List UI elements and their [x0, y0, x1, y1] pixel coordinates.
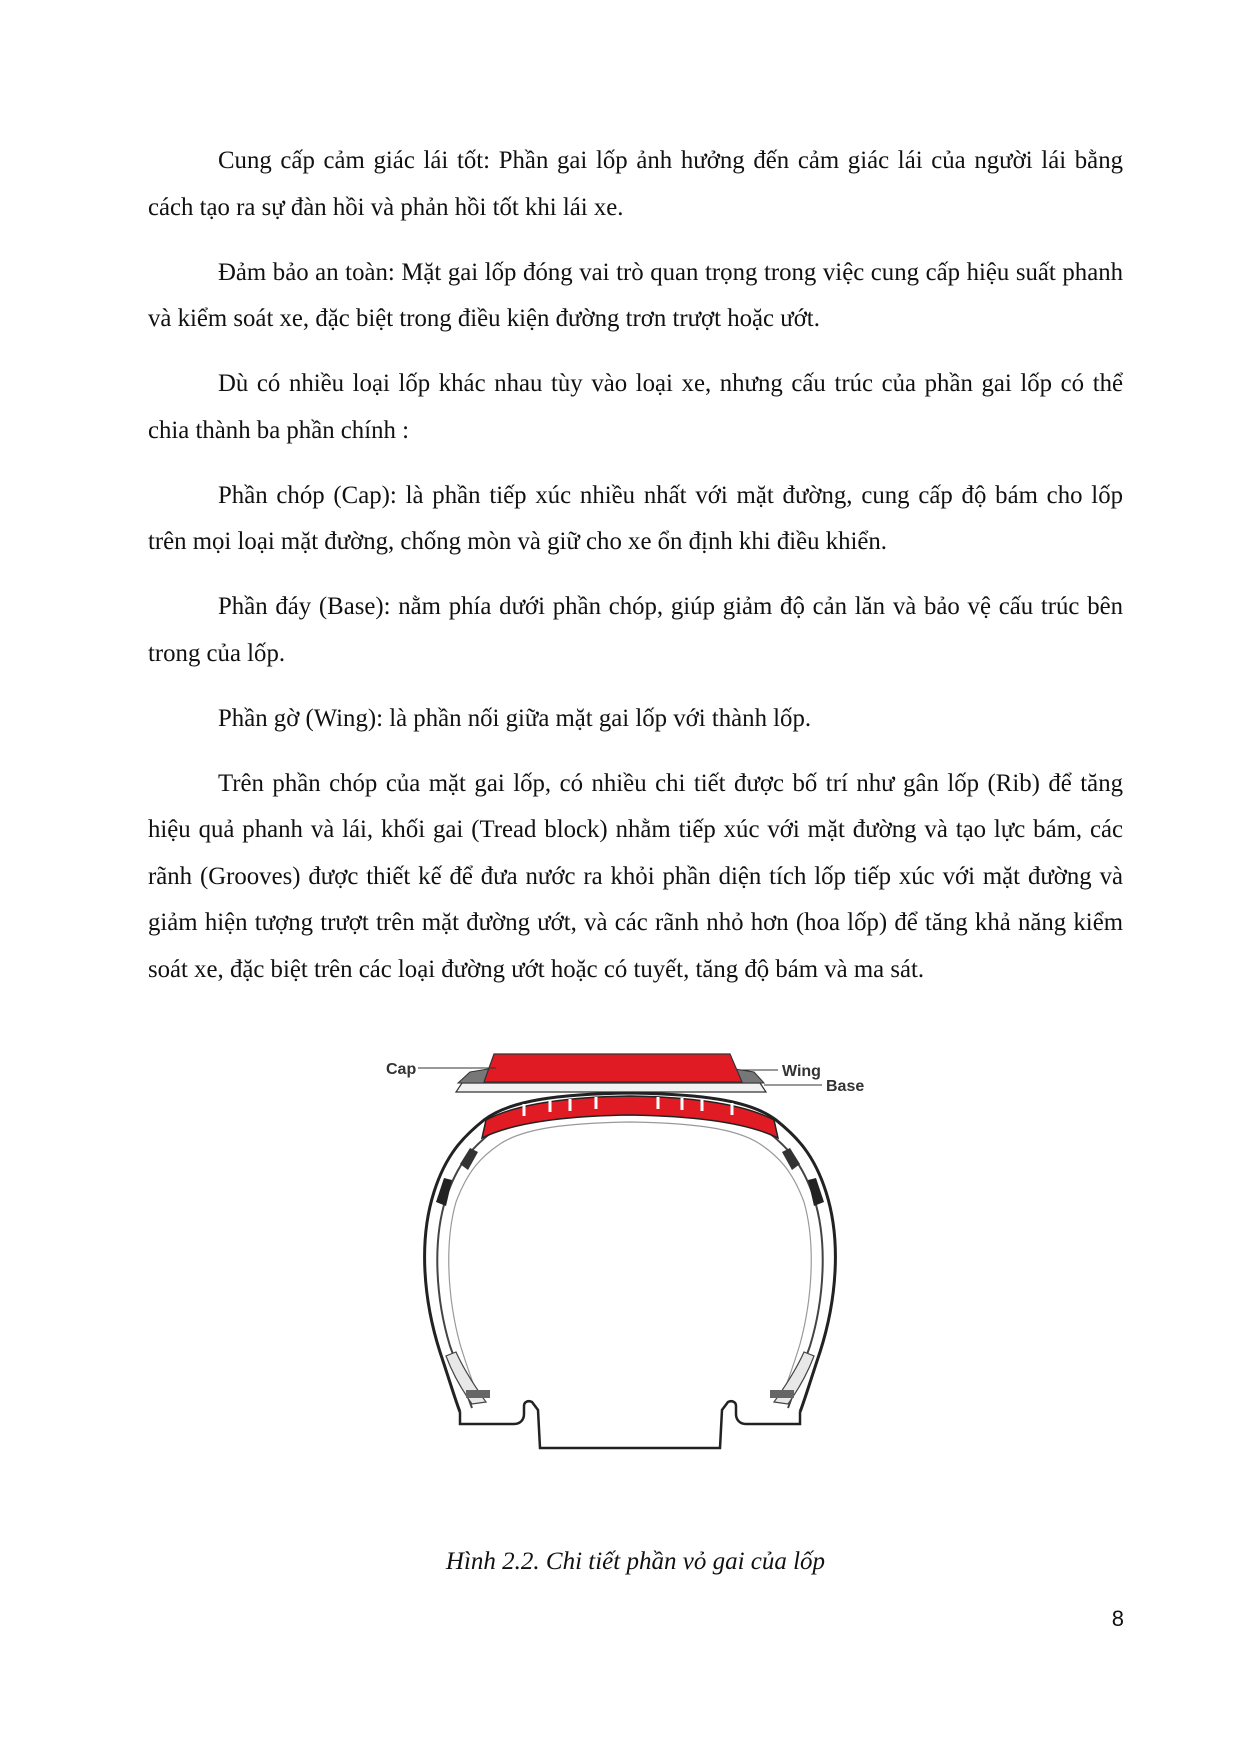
bead-core-left — [466, 1390, 490, 1398]
tire-section — [425, 1093, 836, 1448]
tread-profile-detail — [456, 1054, 766, 1092]
rim-outline — [460, 1401, 800, 1448]
paragraph-wing: Phần gờ (Wing): là phần nối giữa mặt gai lốp với thành lốp. — [218, 704, 812, 732]
paragraph-cap-details: Trên phần chóp của mặt gai lốp, có nhiều chi tiết được bố trí như gân lốp (Rib) để tăng hiệu quả phanh và lái, khối gai (Tread block) nhằm tiếp xúc với mặt đường và tạo lực bám, các rãnh (Grooves) được thiết kế để đưa nước ra khỏi phần diện tích lốp tiếp xúc với mặt đường và giảm hiện tượng trượt trên mặt đường ướt, và các rãnh nhỏ hơn (hoa lốp) để tăng khả năng kiểm soát xe, đặc biệt trên các loại đường ướt hoặc có tuyết, tăng độ bám và ma sát. — [148, 769, 1123, 983]
paragraph-driving-feel: Cung cấp cảm giác lái tốt: Phần gai lốp ảnh hưởng đến cảm giác lái của người lái bằng cách tạo ra sự đàn hồi và phản hồi tốt khi lái xe. — [148, 147, 1123, 221]
label-wing: Wing — [782, 1063, 821, 1080]
tire-outer-contour — [425, 1093, 836, 1412]
figure-caption: Hình 2.2. Chi tiết phần vỏ gai của lốp — [445, 1548, 826, 1575]
tire-tread-figure — [386, 1052, 940, 1522]
label-base: Base — [826, 1078, 865, 1095]
paragraph-safety: Đảm bảo an toàn: Mặt gai lốp đóng vai trò quan trọng trong việc cung cấp hiệu suất phanh và kiểm soát xe, đặc biệt trong điều kiện đường trơn trượt hoặc ướt. — [148, 258, 1123, 332]
base-layer — [456, 1083, 766, 1092]
cap-layer — [484, 1054, 742, 1082]
label-cap: Cap — [386, 1061, 417, 1078]
page-number: 8 — [1111, 1606, 1124, 1631]
body-text — [148, 138, 1123, 1012]
tire-carcass-line — [449, 1122, 811, 1402]
tire-inner-contour — [437, 1108, 822, 1408]
paragraph-base: Phần đáy (Base): nằm phía dưới phần chóp, giúp giảm độ cản lăn và bảo vệ cấu trúc bên trong của lốp. — [148, 593, 1123, 667]
paragraph-cap: Phần chóp (Cap): là phần tiếp xúc nhiều nhất với mặt đường, cung cấp độ bám cho lốp trên mọi loại mặt đường, chống mòn và giữ cho xe ổn định khi điều khiển. — [148, 481, 1123, 555]
tire-cross-section-diagram — [386, 1052, 940, 1522]
paragraph-structure-intro: Dù có nhiều loại lốp khác nhau tùy vào loại xe, nhưng cấu trúc của phần gai lốp có thể chia thành ba phần chính : — [148, 370, 1123, 444]
bead-core-right — [770, 1390, 794, 1398]
